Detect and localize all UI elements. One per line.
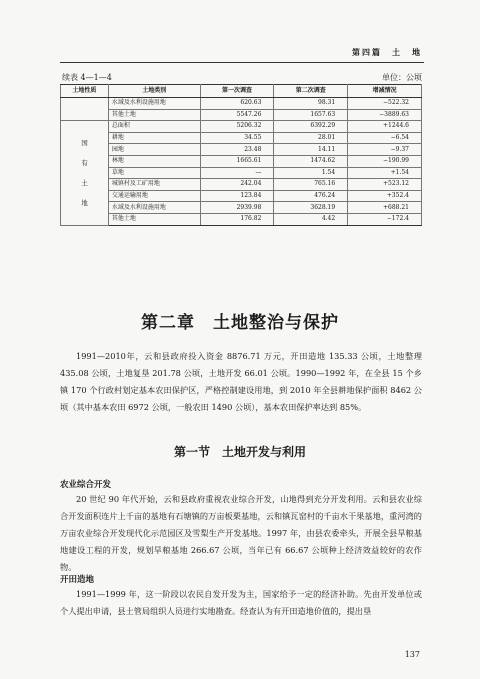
table-header-row <box>61 85 422 98</box>
land-survey-table <box>60 84 422 226</box>
cell-category: 城镇村及工矿用地 <box>108 179 200 191</box>
col-header-second-survey: 第二次调查 <box>274 85 348 98</box>
cell-category: 林地 <box>108 155 200 167</box>
cell-category: 其他土地 <box>108 213 200 225</box>
cell-change: −6.54 <box>348 132 422 144</box>
cell-change: +688.21 <box>348 202 422 214</box>
nature-label-char: 地 <box>81 198 88 207</box>
agri-development-paragraph: 20 世纪 90 年代开始，云和县政府重视农业综合开发，山地得到充分开发利用。云和县农业综合开发面积连片上千亩的基地有石塘镇的万亩板栗基地，云和镇瓦窑村的千亩水干果基地，重河湾的万亩农业综合开发现代化示范园区及雪梨生产开发基地。1997 年，由县农委牵头，开展全县旱粮基地建设工程的开发，规划旱粮基地 266.67 公顷，当年已有 66.67 公顷种上经济效益较好的农作物。 <box>60 494 422 572</box>
cell-category: 耕地 <box>108 132 200 144</box>
cell-change: +352.4 <box>348 190 422 202</box>
page-number: 137 <box>404 650 420 659</box>
cell-first-survey: 5547.26 <box>200 109 274 121</box>
cell-change: +1244.6 <box>348 121 422 133</box>
cell-change: −522.32 <box>348 98 422 110</box>
cell-category: 水域及水利设施用地 <box>108 202 200 214</box>
col-header-first-survey: 第一次调查 <box>200 85 274 98</box>
cell-first-survey: 1665.61 <box>200 155 274 167</box>
cell-first-survey: 176.82 <box>200 213 274 225</box>
cell-nature-empty <box>61 98 109 121</box>
table-unit-label: 单位：公顷 <box>382 73 422 82</box>
cell-second-survey: 6392.29 <box>274 121 348 133</box>
cell-second-survey: 4.42 <box>274 213 348 225</box>
cell-category: 水域及水利设施用地 <box>108 98 200 110</box>
chapter-title: 第二章 土地整治与保护 <box>141 313 339 333</box>
cell-change: −3889.63 <box>348 109 422 121</box>
cell-category: 草地 <box>108 167 200 179</box>
cell-first-survey: 242.04 <box>200 179 274 191</box>
cell-second-survey: 3628.19 <box>274 202 348 214</box>
cell-change: +1.54 <box>348 167 422 179</box>
subheading-land-reclamation: 开田造地 <box>60 575 95 585</box>
table-continued-label: 续表 4—1—4 <box>62 73 112 82</box>
chapter-label: 第四篇 土 地 <box>352 47 422 57</box>
cell-second-survey: 28.01 <box>274 132 348 144</box>
subheading-agri-development: 农业综合开发 <box>60 480 112 490</box>
cell-first-survey: 5206.32 <box>200 121 274 133</box>
cell-change: −190.99 <box>348 155 422 167</box>
table-row <box>61 155 422 167</box>
col-header-change: 增减情况 <box>348 85 422 98</box>
table-row <box>61 132 422 144</box>
table-row <box>61 98 422 110</box>
table-row <box>61 202 422 214</box>
cell-second-survey: 98.31 <box>274 98 348 110</box>
cell-category: 园地 <box>108 144 200 156</box>
table-row <box>61 190 422 202</box>
cell-first-survey: 23.48 <box>200 144 274 156</box>
cell-change: −9.37 <box>348 144 422 156</box>
section-title: 第一节 土地开发与利用 <box>173 445 306 459</box>
cell-second-survey: 14.11 <box>274 144 348 156</box>
cell-category: 交通运输用地 <box>108 190 200 202</box>
cell-second-survey: 1474.62 <box>274 155 348 167</box>
cell-nature-state-owned <box>61 121 109 225</box>
table-row <box>61 167 422 179</box>
nature-label-char: 国 <box>81 138 88 147</box>
cell-category: 其他土地 <box>108 109 200 121</box>
cell-first-survey: 123.84 <box>200 190 274 202</box>
cell-second-survey: 476.24 <box>274 190 348 202</box>
intro-paragraph: 1991—2010年，云和县政府投入资金 8876.71 万元，开田造地 135.33 公顷，土地整理 435.08 公顷，土地复垦 201.78 公顷，土地开发 66.01 公顷。1990—1992 年，在全县 15 个乡镇 170 个行政村划定基本农田保护区，严格控制建设用地，到 2010 年全县耕地保护面积 8462 公顷（其中基本农田 6972 公顷，一般农田 1490 公顷），基本农田保护率达到 85%。 <box>60 351 422 412</box>
table-row <box>61 121 422 133</box>
cell-second-survey: 1657.63 <box>274 109 348 121</box>
running-header <box>60 46 424 63</box>
cell-change: −172.4 <box>348 213 422 225</box>
land-reclamation-paragraph: 1991—1999 年，这一阶段以农民自发开发为主，国家给予一定的经济补助。先由开发单位或个人提出申请，县土管局组织人员进行实地勘查。经查认为有开田造地价值的，提出垦 <box>60 589 422 616</box>
cell-second-survey: 765.16 <box>274 179 348 191</box>
cell-first-survey: 620.63 <box>200 98 274 110</box>
cell-first-survey: 34.55 <box>200 132 274 144</box>
nature-label-char: 土 <box>81 178 88 187</box>
table-row <box>61 179 422 191</box>
cell-category: 总面积 <box>108 121 200 133</box>
cell-first-survey: — <box>200 167 274 179</box>
table-row <box>61 144 422 156</box>
nature-label-char: 有 <box>81 158 88 167</box>
table-row <box>61 213 422 225</box>
cell-second-survey: 1.54 <box>274 167 348 179</box>
cell-first-survey: 2939.98 <box>200 202 274 214</box>
table-row <box>61 109 422 121</box>
col-header-category: 土地类别 <box>108 85 200 98</box>
col-header-nature: 土地性质 <box>61 85 109 98</box>
cell-change: +523.12 <box>348 179 422 191</box>
